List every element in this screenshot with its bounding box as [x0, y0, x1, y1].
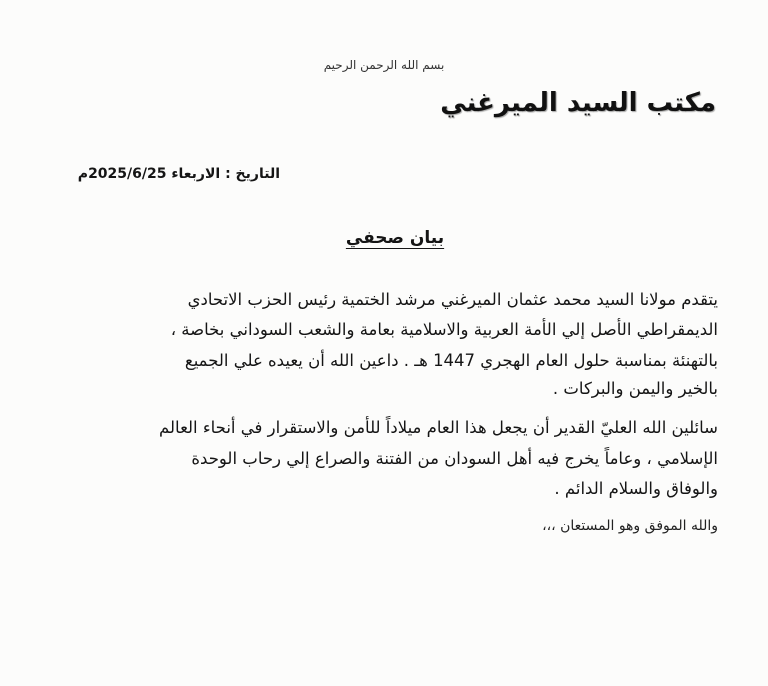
paragraph-1-line-3: بالتهنئة بمناسبة حلول العام الهجري 1447 هـ . داعين الله أن يعيده علي الجميع: [184, 351, 718, 370]
statement-title: بيان صحفي: [345, 228, 445, 248]
basmala: بسم الله الرحمن الرحيم: [323, 58, 445, 72]
paragraph-1-line-4: بالخير واليمن والبركات .: [552, 379, 718, 398]
paragraph-2-line-2: الإسلامي ، وعاماً يخرج فيه أهل السودان من الفتنة والصراع إلي رحاب الوحدة: [191, 449, 718, 468]
paragraph-1-line-1: يتقدم مولانا السيد محمد عثمان الميرغني مرشد الختمية رئيس الحزب الاتحادي: [187, 290, 718, 309]
paragraph-2-line-1: سائلين الله العليّ القدير أن يجعل هذا العام ميلاداً للأمن والاستقرار في أنحاء العالم: [159, 418, 718, 437]
paragraph-1-line-2: الديمقراطي الأصل إلي الأمة العربية والاسلامية بعامة والشعب السوداني بخاصة ،: [170, 320, 718, 339]
office-name-heading: مكتب السيد الميرغني: [440, 88, 716, 118]
closing-line: والله الموفق وهو المستعان ،،،: [542, 518, 718, 534]
date-line: التاريخ : الاربعاء 2025/6/25م: [77, 166, 280, 182]
paragraph-2-line-3: والوفاق والسلام الدائم .: [554, 479, 718, 498]
